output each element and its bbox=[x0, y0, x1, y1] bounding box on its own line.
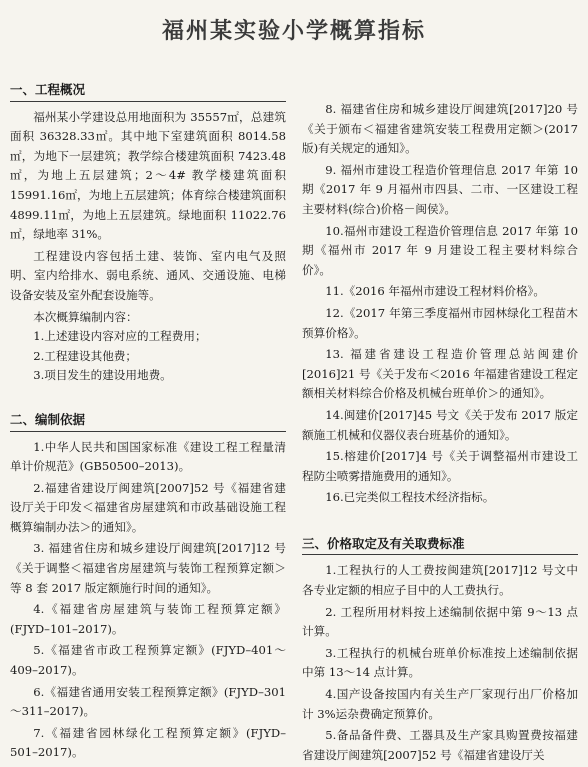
section-heading-basis: 二、编制依据 bbox=[10, 410, 286, 432]
overview-paragraph: 福州某小学建设总用地面积为 35557㎡，总建筑面积 36328.33㎡。其中地下室建筑面积 8014.58㎡，为地下一层建筑；教学综合楼建筑面积 7423.48㎡，为地上五层建筑；2～4# 教学楼建筑面积 15991.16㎡，为地上五层建筑；体育综合楼建筑面积 4899.11㎡，为地上五层建筑。绿地面积 11022.76㎡，绿地率 31%。 bbox=[10, 109, 286, 242]
basis-list-item: 13. 福建省建设工程造价管理总站闽建价[2016]21 号《关于发布＜2016 年福建省建设工程定额相关材料综合价格及机械台班单价＞的通知》。 bbox=[302, 347, 578, 401]
pricing-list-item: 1.工程执行的人工费按闽建筑[2017]12 号文中各专业定额的相应子目中的人工费执行。 bbox=[302, 563, 578, 598]
section-heading-overview: 一、工程概况 bbox=[10, 80, 286, 102]
basis-list-item: 2.福建省建设厅闽建筑[2007]52 号《福建省建设厅关于印发＜福建省房屋建筑和市政基础设施工程概算编制办法＞的通知》。 bbox=[10, 480, 286, 534]
basis-list-item: 14.闽建价[2017]45 号文《关于发布 2017 版定额施工机械和仪器仪表台班基价的通知》。 bbox=[302, 407, 578, 442]
overview-paragraph: 工程建设内容包括土建、装饰、室内电气及照明、室内给排水、弱电系统、通风、交通设施、电梯设备安装及室外配套设施等。 bbox=[10, 248, 286, 302]
overview-paragraph: 本次概算编制内容： bbox=[33, 309, 138, 324]
pricing-list-item: 3.工程执行的机械台班单价标准按上述编制依据中第 13～14 点计算。 bbox=[302, 645, 578, 680]
basis-list-item: 16.已完类似工程技术经济指标。 bbox=[325, 490, 495, 505]
right-column bbox=[302, 100, 578, 767]
basis-list-item: 10.福州市建设工程造价管理信息 2017 年第 10 期《福州市 2017 年 9 月建设工程主要材料综合价》。 bbox=[302, 223, 578, 277]
pricing-list-item: 2. 工程所用材料按上述编制依据中第 9～13 点计算。 bbox=[302, 604, 578, 639]
basis-list-item: 1.中华人民共和国国家标准《建设工程工程量清单计价规范》(GB50500–2013)。 bbox=[10, 439, 286, 474]
overview-list-item: 1.上述建设内容对应的工程费用； bbox=[33, 329, 207, 344]
overview-list-item: 2.工程建设其他费； bbox=[33, 348, 137, 363]
pricing-list-item: 4.国产设备按国内有关生产厂家现行出厂价格加计 3%运杂费确定预算价。 bbox=[302, 687, 578, 721]
basis-list-item: 8. 福建省住房和城乡建设厅闽建筑[2017]20 号《关于颁布＜福建省建筑安装工程费用定额＞(2017 版)有关规定的通知》。 bbox=[302, 102, 578, 156]
basis-list-item: 6.《福建省通用安装工程预算定额》(FJYD–301～311–2017)。 bbox=[10, 684, 286, 719]
basis-list-item: 12.《2017 年第三季度福州市园林绿化工程苗木预算价格》。 bbox=[302, 305, 578, 340]
section-heading-pricing: 三、价格取定及有关取费标准 bbox=[302, 534, 578, 556]
basis-list-item: 5.《福建省市政工程预算定额》(FJYD–401～409–2017)。 bbox=[10, 643, 286, 678]
basis-list-item: 7.《福建省园林绿化工程预算定额》(FJYD–501–2017)。 bbox=[10, 725, 286, 760]
basis-list-item: 15.榕建价[2017]4 号《关于调整福州市建设工程防尘喷雾措施费用的通知》。 bbox=[302, 449, 578, 483]
basis-list-item: 3. 福建省住房和城乡建设厅闽建筑[2017]12 号《关于调整＜福建省房屋建筑与装饰工程预算定额＞等 8 套 2017 版定额施行时间的通知》。 bbox=[10, 541, 286, 595]
page-title: 福州某实验小学概算指标 bbox=[161, 18, 426, 44]
basis-list-item: 9. 福州市建设工程造价管理信息 2017 年第 10 期《2017 年 9 月福州市四县、二市、一区建设工程主要材料(综合)价格－闽侯》。 bbox=[302, 162, 578, 216]
basis-list-item: 11.《2016 年福州市建设工程材料价格》。 bbox=[325, 284, 545, 299]
basis-list-item: 4.《福建省房屋建筑与装饰工程预算定额》(FJYD–101–2017)。 bbox=[10, 602, 286, 636]
overview-list-item: 3.项目发生的建设用地费。 bbox=[33, 368, 172, 383]
left-column bbox=[10, 80, 286, 765]
pricing-list-item: 5.备品备件费、工器具及生产家具购置费按福建省建设厅闽建筑[2007]52 号《福建省建设厅关 bbox=[302, 728, 578, 762]
